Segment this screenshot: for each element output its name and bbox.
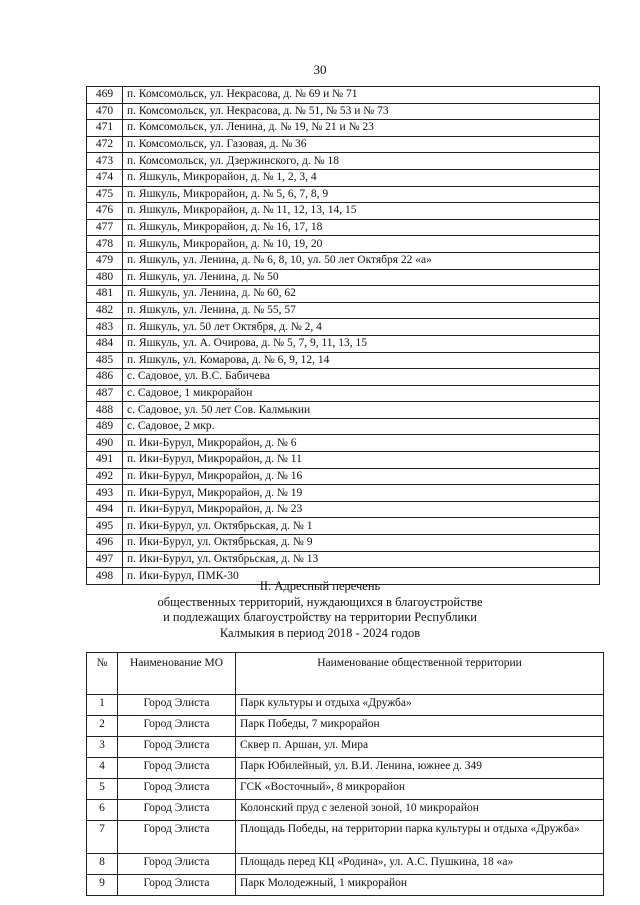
table-row (87, 485, 600, 502)
table-row (87, 468, 600, 485)
row-mo: Город Элиста (118, 716, 236, 737)
row-number: 479 (87, 252, 123, 269)
address-table-1 (86, 86, 600, 585)
table-row (87, 286, 600, 303)
row-territory: Парк культуры и отдыха «Дружба» (236, 695, 604, 716)
row-address: п. Комсомольск, ул. Некрасова, д. № 51, № 53 и № 73 (123, 103, 600, 120)
row-number: 495 (87, 518, 123, 535)
row-number: 491 (87, 452, 123, 469)
section-title-line: Калмыкия в период 2018 - 2024 годов (219, 625, 421, 640)
row-number: 481 (87, 286, 123, 303)
row-address: п. Ики-Бурул, Микрорайон, д. № 6 (123, 435, 600, 452)
row-address: п. Яшкуль, ул. Ленина, д. № 50 (123, 269, 600, 286)
row-number: 473 (87, 153, 123, 170)
table-row (87, 269, 600, 286)
header-number: № (87, 653, 118, 695)
row-address: с. Садовое, 1 микрорайон (123, 385, 600, 402)
row-territory: Сквер п. Аршан, ул. Мира (236, 737, 604, 758)
table-row (87, 236, 600, 253)
table-row (87, 695, 604, 716)
row-territory: Площадь перед КЦ «Родина», ул. А.С. Пушкина, 18 «а» (236, 854, 604, 875)
table-row (87, 186, 600, 203)
table-row (87, 501, 600, 518)
table-row (87, 335, 600, 352)
public-territories-table (86, 652, 604, 896)
row-number: 487 (87, 385, 123, 402)
row-number: 490 (87, 435, 123, 452)
row-address: п. Яшкуль, ул. Ленина, д. № 60, 62 (123, 286, 600, 303)
row-number: 5 (87, 779, 118, 800)
table-row (87, 821, 604, 854)
row-address: с. Садовое, ул. В.С. Бабичева (123, 369, 600, 386)
table-header-row (87, 653, 604, 695)
table-row (87, 737, 604, 758)
row-number: 476 (87, 203, 123, 220)
table-row (87, 203, 600, 220)
row-number: 6 (87, 800, 118, 821)
row-mo: Город Элиста (118, 875, 236, 896)
row-address: п. Ики-Бурул, ул. Октябрьская, д. № 13 (123, 551, 600, 568)
row-mo: Город Элиста (118, 695, 236, 716)
row-number: 471 (87, 120, 123, 137)
row-territory: Парк Молодежный, 1 микрорайон (236, 875, 604, 896)
row-territory: Площадь Победы, на территории парка культуры и отдыха «Дружба» (236, 821, 604, 854)
table-row (87, 402, 600, 419)
row-address: п. Ики-Бурул, Микрорайон, д. № 19 (123, 485, 600, 502)
row-address: п. Яшкуль, ул. 50 лет Октября, д. № 2, 4 (123, 319, 600, 336)
table-row (87, 302, 600, 319)
row-number: 470 (87, 103, 123, 120)
row-number: 477 (87, 219, 123, 236)
row-address: п. Комсомольск, ул. Дзержинского, д. № 18 (123, 153, 600, 170)
row-territory: Парк Победы, 7 микрорайон (236, 716, 604, 737)
row-address: п. Яшкуль, Микрорайон, д. № 10, 19, 20 (123, 236, 600, 253)
table-row (87, 352, 600, 369)
table-row (87, 369, 600, 386)
row-address: п. Комсомольск, ул. Газовая, д. № 36 (123, 136, 600, 153)
row-address: п. Яшкуль, Микрорайон, д. № 5, 6, 7, 8, 9 (123, 186, 600, 203)
section-title (0, 579, 640, 641)
table-row (87, 153, 600, 170)
table-row (87, 252, 600, 269)
row-number: 7 (87, 821, 118, 854)
table-row (87, 103, 600, 120)
header-territory: Наименование общественной территории (236, 653, 604, 695)
row-mo: Город Элиста (118, 737, 236, 758)
row-number: 489 (87, 418, 123, 435)
row-address: с. Садовое, 2 мкр. (123, 418, 600, 435)
row-address: п. Яшкуль, ул. Ленина, д. № 6, 8, 10, ул. 50 лет Октября 22 «а» (123, 252, 600, 269)
row-number: 493 (87, 485, 123, 502)
row-number: 488 (87, 402, 123, 419)
table-row (87, 169, 600, 186)
row-territory: Парк Юбилейный, ул. В.И. Ленина, южнее д. 349 (236, 758, 604, 779)
section-title-line: и подлежащих благоустройству на территории Республики (163, 610, 477, 624)
row-number: 475 (87, 186, 123, 203)
row-address: п. Комсомольск, ул. Ленина, д. № 19, № 21 и № 23 (123, 120, 600, 137)
row-address: п. Яшкуль, ул. А. Очирова, д. № 5, 7, 9, 11, 13, 15 (123, 335, 600, 352)
table-row (87, 535, 600, 552)
row-number: 4 (87, 758, 118, 779)
table-row (87, 854, 604, 875)
row-number: 498 (87, 568, 123, 585)
row-address: п. Яшкуль, Микрорайон, д. № 11, 12, 13, 14, 15 (123, 203, 600, 220)
row-address: п. Яшкуль, Микрорайон, д. № 1, 2, 3, 4 (123, 169, 600, 186)
table-row (87, 120, 600, 137)
header-mo: Наименование МО (118, 653, 236, 695)
table-row (87, 435, 600, 452)
table-row (87, 385, 600, 402)
row-mo: Город Элиста (118, 800, 236, 821)
row-address: п. Ики-Бурул, ПМК-30 (123, 568, 600, 585)
table-row (87, 87, 600, 104)
row-number: 482 (87, 302, 123, 319)
row-number: 480 (87, 269, 123, 286)
table-row (87, 452, 600, 469)
row-mo: Город Элиста (118, 854, 236, 875)
row-number: 3 (87, 737, 118, 758)
table-row (87, 319, 600, 336)
table-row (87, 779, 604, 800)
table-row (87, 758, 604, 779)
row-territory: ГСК «Восточный», 8 микрорайон (236, 779, 604, 800)
table-row (87, 716, 604, 737)
row-number: 474 (87, 169, 123, 186)
row-address: п. Яшкуль, ул. Ленина, д. № 55, 57 (123, 302, 600, 319)
row-number: 486 (87, 369, 123, 386)
page-number: 30 (313, 62, 327, 77)
table-row (87, 418, 600, 435)
row-number: 496 (87, 535, 123, 552)
table-row (87, 551, 600, 568)
row-number: 492 (87, 468, 123, 485)
row-territory: Колонский пруд с зеленой зоной, 10 микрорайон (236, 800, 604, 821)
row-address: п. Яшкуль, Микрорайон, д. № 16, 17, 18 (123, 219, 600, 236)
row-address: с. Садовое, ул. 50 лет Сов. Калмыкии (123, 402, 600, 419)
table-row (87, 800, 604, 821)
row-address: п. Ики-Бурул, ул. Октябрьская, д. № 9 (123, 535, 600, 552)
row-address: п. Ики-Бурул, Микрорайон, д. № 23 (123, 501, 600, 518)
row-address: п. Яшкуль, ул. Комарова, д. № 6, 9, 12, 14 (123, 352, 600, 369)
row-number: 494 (87, 501, 123, 518)
row-mo: Город Элиста (118, 779, 236, 800)
table-row (87, 136, 600, 153)
row-number: 2 (87, 716, 118, 737)
row-number: 478 (87, 236, 123, 253)
table-row (87, 219, 600, 236)
row-number: 485 (87, 352, 123, 369)
row-number: 497 (87, 551, 123, 568)
section-title-line: II. Адресный перечень (259, 579, 381, 593)
table-row (87, 518, 600, 535)
row-number: 469 (87, 87, 123, 104)
row-address: п. Ики-Бурул, ул. Октябрьская, д. № 1 (123, 518, 600, 535)
row-mo: Город Элиста (118, 758, 236, 779)
row-number: 483 (87, 319, 123, 336)
row-address: п. Комсомольск, ул. Некрасова, д. № 69 и № 71 (123, 87, 600, 104)
row-number: 484 (87, 335, 123, 352)
row-mo: Город Элиста (118, 821, 236, 854)
row-address: п. Ики-Бурул, Микрорайон, д. № 16 (123, 468, 600, 485)
row-number: 9 (87, 875, 118, 896)
row-address: п. Ики-Бурул, Микрорайон, д. № 11 (123, 452, 600, 469)
row-number: 472 (87, 136, 123, 153)
section-title-line: общественных территорий, нуждающихся в благоустройстве (157, 594, 483, 609)
row-number: 1 (87, 695, 118, 716)
table-row (87, 875, 604, 896)
row-number: 8 (87, 854, 118, 875)
